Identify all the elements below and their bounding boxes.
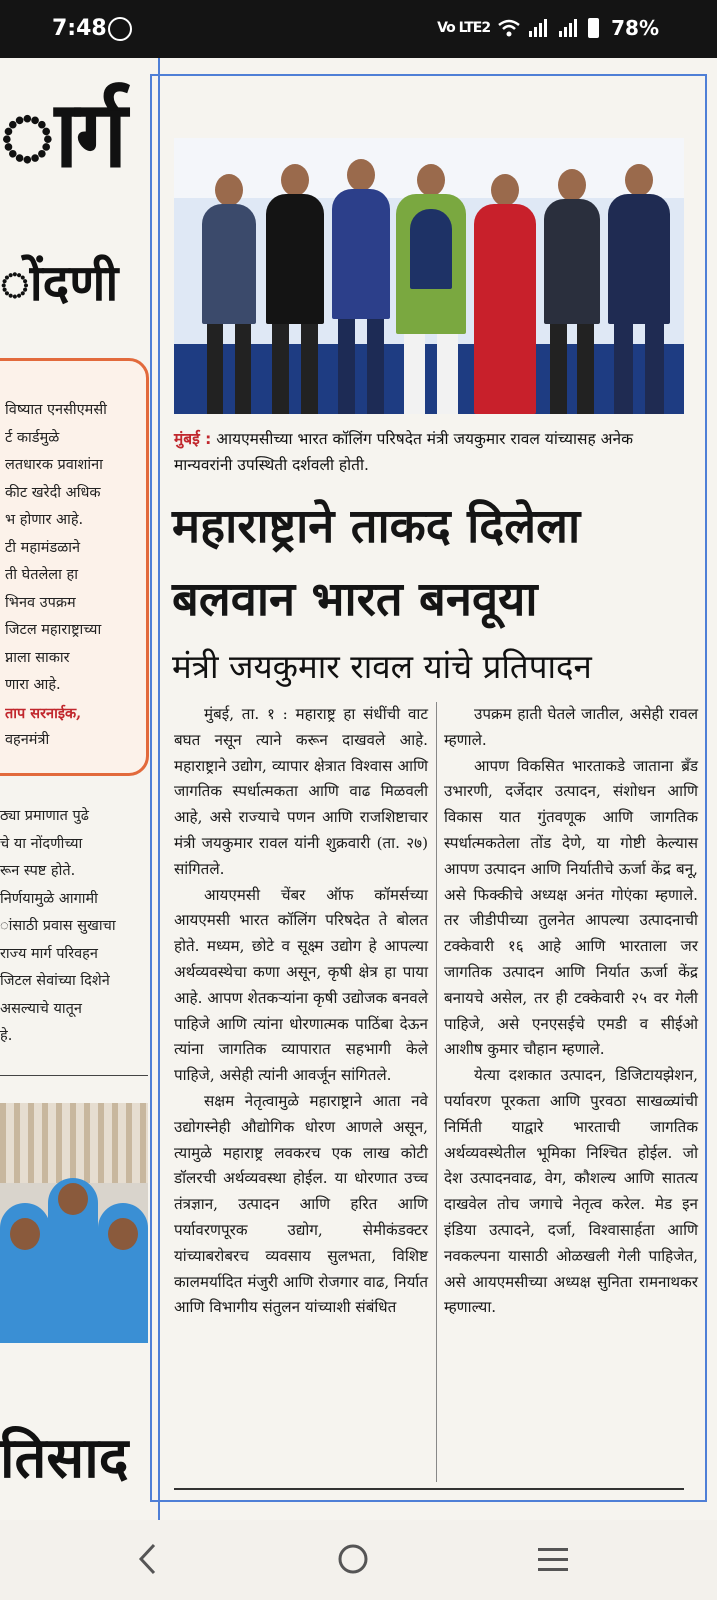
caption-text: आयएमसीच्या भारत कॉलिंग परिषदेत मंत्री जयकुमार रावल यांच्यासह अनेक मान्यवरांनी उपस्थिती दर्शवली होती.	[174, 430, 633, 474]
body-line: हे.	[0, 1028, 13, 1044]
quote-line: लतधारक प्रवाशांना	[5, 457, 103, 473]
signal-icon	[528, 19, 550, 37]
back-icon[interactable]	[136, 1542, 160, 1576]
recents-icon[interactable]	[536, 1542, 570, 1576]
signal-icon-2	[558, 19, 580, 37]
newspaper-page[interactable]	[0, 58, 717, 1520]
quote-line: कीट खरेदी अधिक	[5, 484, 101, 501]
article-body-right	[444, 702, 698, 1321]
headline-line-1: महाराष्ट्राने ताकद दिलेला	[172, 499, 581, 554]
students-photo	[0, 1103, 148, 1343]
divider	[0, 1075, 148, 1076]
photo-background	[0, 1103, 148, 1183]
left-bottom-headline: तिसाद	[0, 1425, 129, 1491]
quote-box	[0, 358, 149, 776]
photo-person	[202, 174, 256, 414]
photo-person	[396, 164, 466, 414]
quote-line: र्ट कार्डमुळे	[5, 429, 60, 446]
caption-place: मुंबई :	[174, 430, 212, 448]
wifi-icon	[498, 19, 520, 37]
status-bar	[0, 0, 717, 58]
quote-line: जिटल महाराष्ट्राच्या	[5, 622, 102, 638]
body-line: निर्णयामुळे आगामी	[0, 890, 98, 907]
quote-line: टी महामंडळाने	[5, 539, 81, 556]
article-body-left	[174, 702, 428, 1321]
quote-line: भिनव उपक्रम	[5, 594, 76, 611]
network-label: Vo LTE2	[437, 20, 491, 36]
battery-percent: 78%	[611, 16, 659, 40]
photo-person	[266, 164, 324, 414]
body-line: ठ्या प्रमाणात पुढे	[0, 808, 89, 824]
left-body-text	[0, 803, 148, 1051]
quote-line: णारा आहे.	[5, 677, 61, 693]
photo-figure-head	[58, 1183, 88, 1215]
navigation-bar	[0, 1520, 717, 1600]
clock: 7:48	[52, 16, 107, 41]
photo-caption	[174, 426, 689, 478]
left-headline-word: ार्ग	[0, 80, 125, 188]
quote-line: विष्यात एनसीएमसी	[5, 402, 107, 418]
whatsapp-icon	[108, 17, 132, 41]
left-subheadline-word: ोंदणी	[0, 253, 119, 312]
paragraph: आयएमसी चेंबर ऑफ कॉमर्सच्या आयएमसी भारत कॉलिंग परिषदेत ते बोलत होते. मध्यम, छोटे व सूक्ष्म उद्योग हे आपल्या अर्थव्यवस्थेचा कणा असून, कृषी क्षेत्र हा पाया आहे. आपण शेतकऱ्यांना कृषी उद्योजक बनवले पाहिजे आणि त्यांना धोरणात्मक पाठिंबा देऊन त्यांना जागतिक व्यापारात सहभागी केले पाहिजे, असेही त्यांनी आवर्जून सांगितले.	[174, 885, 428, 1085]
photo-figure-head	[108, 1218, 138, 1250]
body-line: राज्य मार्ग परिवहन	[0, 945, 98, 962]
body-line: रून स्पष्ट होते.	[0, 863, 76, 879]
quote-author: ताप सरनाईक,	[5, 704, 82, 722]
photo-figure-head	[10, 1218, 40, 1250]
paragraph: मुंबई, ता. १ : महाराष्ट्र हा संधींची वाट बघत नसून त्याने करून दाखवले आहे. महाराष्ट्राने उद्योग, व्यापार क्षेत्रात विश्वास आणि जागतिक स्पर्धात्मकता आणि वाढ मिळवली आहे, असे राज्याचे पणन आणि राजशिष्टाचार मंत्री जयकुमार रावल यांनी शुक्रवारी (ता. २७) सांगितले.	[174, 705, 428, 878]
left-article-column	[0, 58, 160, 1520]
body-line: जिटल सेवांच्या दिशेने	[0, 973, 110, 989]
subheadline: मंत्री जयकुमार रावल यांचे प्रतिपादन	[172, 647, 592, 686]
photo-person	[332, 159, 390, 414]
paragraph: आपण विकसित भारताकडे जाताना ब्रँड उभारणी, दर्जेदार उत्पादन, संशोधन आणि विकास यात गुंतवणूक आणि जागतिक स्पर्धात्मकतेला तोंड देणे, या गोष्टी केल्यास आपण उत्पादन आणि निर्यातीचे ऊर्जा केंद्र बनू, असे फिक्कीचे अध्यक्ष अनंत गोएंका म्हणाले. तर जीडीपीच्या तुलनेत आपल्या उत्पादनाची टक्केवारी १६ आहे आणि भारताला जर जागतिक उत्पादन आणि निर्यात ऊर्जा केंद्र बनायचे असेल, तर ही टक्केवारी २५ वर गेली पाहिजे, असे एनएसईचे एमडी व सीईओ आशीष कुमार चौहान म्हणाले.	[444, 756, 698, 1059]
body-line: असल्याचे यातून	[0, 1000, 82, 1017]
quote-line: प्नाला साकार	[5, 649, 70, 666]
divider	[174, 1488, 684, 1490]
photo-person	[608, 164, 670, 414]
event-photo	[174, 138, 684, 414]
home-icon[interactable]	[336, 1542, 370, 1576]
paragraph: सक्षम नेतृत्वामुळे महाराष्ट्राने आता नवे उद्योगस्नेही औद्योगिक धोरण आणले असून, त्यामुळे महाराष्ट्र लवकरच एक लाख कोटी डॉलरची अर्थव्यवस्था होईल. या धोरणात उच्च तंत्रज्ञान, उत्पादन आणि हरित आणि पर्यावरणपूरक उद्योग, सेमीकंडक्टर यांच्याबरोबरच व्यवसाय सुलभता, विशिष्ट कालमर्यादित मंजुरी आणि रोजगार वाढ, निर्यात आणि विभागीय संतुलन यांच्याशी संबंधित	[174, 1091, 428, 1317]
headline-line-2: बलवान भारत बनवूया	[172, 572, 538, 627]
paragraph: येत्या दशकात उत्पादन, डिजिटायझेशन, पर्यावरण पूरकता आणि पुरवठा साखळ्यांची निर्मिती याद्वारे भारताची जागतिक अर्थव्यवस्थेतील भूमिका निश्चित होईल. जो देश उत्पादनवाढ, वेग, कौशल्य आणि सातत्य दाखवेल तोच जगाचे नेतृत्व करेल. मेड इन इंडिया उत्पादने, दर्जा, विश्वासार्हता आणि नवकल्पना यासाठी ओळखली गेली पाहिजेत, असे आयएमसीच्या अध्यक्ष सुनिता रामनाथकर म्हणाल्या.	[444, 1066, 698, 1317]
body-line: ांसाठी प्रवास सुखाचा	[0, 918, 116, 934]
quote-author-title: वहनमंत्री	[5, 732, 50, 748]
battery-icon	[588, 18, 599, 38]
column-divider	[436, 702, 437, 1482]
quote-line: ती घेतलेला हा	[5, 567, 78, 583]
quote-line: भ होणार आहे.	[5, 512, 84, 528]
status-icons	[437, 16, 659, 40]
photo-person	[544, 169, 600, 414]
body-line: चे या नोंदणीच्या	[0, 835, 83, 852]
quote-text	[5, 397, 135, 755]
photo-person	[474, 174, 536, 414]
paragraph: उपक्रम हाती घेतले जातील, असेही रावल म्हणाले.	[444, 705, 698, 749]
